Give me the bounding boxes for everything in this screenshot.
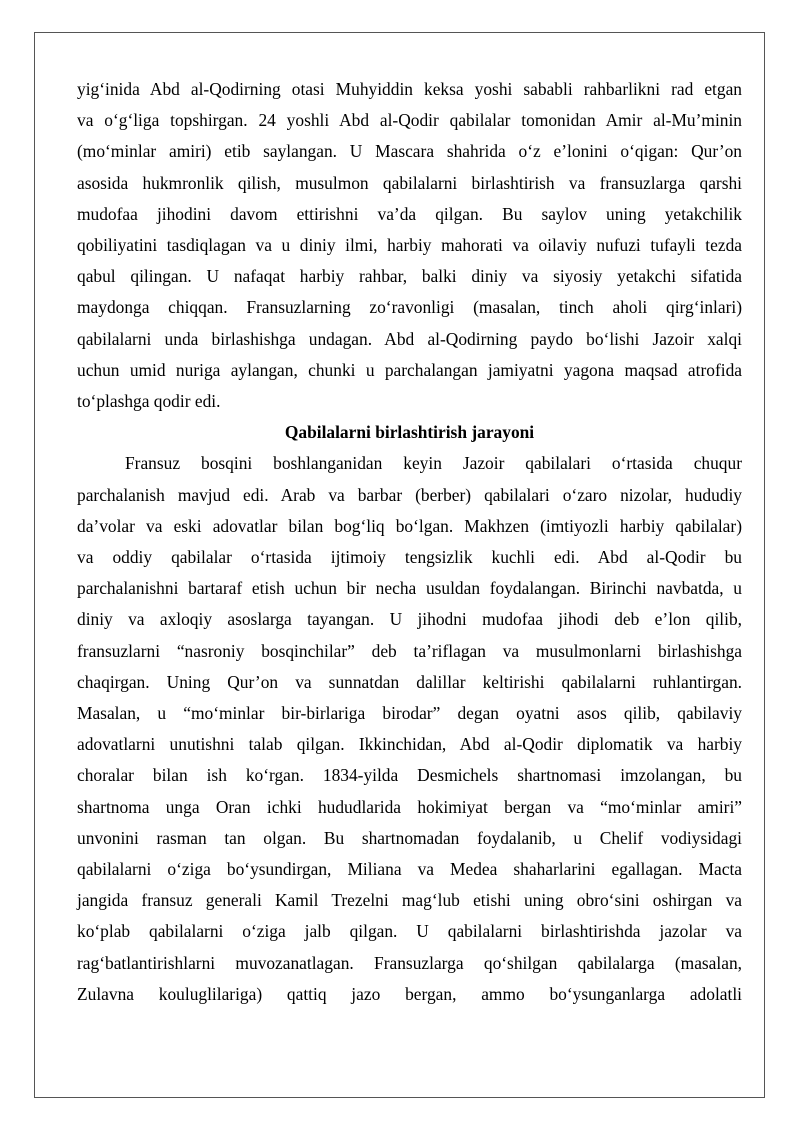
text-line: chaqirgan. Uning Qur’on va sunnatdan dalillar keltirishi qabilalarni ruhlantirgan.: [77, 671, 742, 692]
text-line: yig‘inida Abd al-Qodirning otasi Muhyiddin keksa yoshi sababli rahbarlikni rad etgan: [77, 79, 742, 99]
text-line: unvonini rasman tan olgan. Bu shartnomadan foydalanib, u Chelif vodiysidagi: [77, 827, 742, 848]
text-line: to‘plashga qodir edi.: [77, 391, 221, 412]
text-line: Fransuz bosqini boshlanganidan keyin Jazoir qabilalari o‘rtasida chuqur: [125, 453, 742, 474]
text-line: fransuzlarni “nasroniy bosqinchilar” deb ta’riflagan va musulmonlarni birlashishga: [77, 640, 742, 661]
text-line: Masalan, u “mo‘minlar bir-birlariga birodar” degan oyatni asos qilib, qabilaviy: [77, 703, 742, 724]
text-line: adovatlarni unutishni talab qilgan. Ikkinchidan, Abd al-Qodir diplomatik va harbiy: [77, 734, 742, 755]
document-body: [77, 74, 742, 1010]
section-heading: Qabilalarni birlashtirish jarayoni: [284, 422, 535, 443]
text-line: jangida fransuz generali Kamil Trezelni mag‘lub etishi uning obro‘sini oshirgan va: [77, 890, 742, 911]
text-line: rag‘batlantirishlarni muvozanatlagan. Fransuzlarga qo‘shilgan qabilalarga (masalan,: [77, 952, 742, 973]
text-line: qobiliyatini tasdiqlagan va u diniy ilmi, harbiy mahorati va oilaviy nufuzi tufayli tezda: [77, 235, 742, 256]
text-line: choralar bilan ish ko‘rgan. 1834-yilda Desmichels shartnomasi imzolangan, bu: [77, 765, 742, 786]
text-line: ko‘plab qabilalarni o‘ziga jalb qilgan. U qabilalarni birlashtirishda jazolar va: [77, 921, 742, 942]
text-line: da’volar va eski adovatlar bilan bog‘liq bo‘lgan. Makhzen (imtiyozli harbiy qabilalar): [77, 515, 742, 536]
text-line: diniy va axloqiy asoslarga tayangan. U jihodni mudofaa jihodi deb e’lon qilib,: [77, 609, 742, 630]
text-line: qabilalarni o‘ziga bo‘ysundirgan, Miliana va Medea shaharlarini egallagan. Macta: [77, 859, 742, 880]
text-line: qabul qilingan. U nafaqat harbiy rahbar, balki diniy va siyosiy yetakchi sifatida: [77, 266, 742, 287]
text-line: Zulavna kouluglilariga) qattiq jazo bergan, ammo bo‘ysunganlarga adolatli: [77, 983, 742, 1004]
paragraph-1: [77, 74, 742, 417]
text-line: maydonga chiqqan. Fransuzlarning zo‘ravonligi (masalan, tinch aholi qirg‘inlari): [77, 297, 742, 318]
text-line: (mo‘minlar amiri) etib saylangan. U Mascara shahrida o‘z e’lonini o‘qigan: Qur’on: [77, 141, 742, 162]
text-line: va o‘g‘liga topshirgan. 24 yoshli Abd al-Qodir qabilalar tomonidan Amir al-Mu’minin: [77, 110, 742, 131]
text-line: qabilalarni unda birlashishga undagan. Abd al-Qodirning paydo bo‘lishi Jazoir xalqi: [77, 328, 742, 349]
text-line: mudofaa jihodini davom ettirishni va’da qilgan. Bu saylov uning yetakchilik: [77, 203, 742, 224]
text-line: uchun umid nuriga aylangan, chunki u parchalangan jamiyatni yagona maqsad atrofida: [77, 359, 742, 380]
text-line: shartnoma unga Oran ichki hududlarida hokimiyat bergan va “mo‘minlar amiri”: [77, 796, 742, 817]
text-line: va oddiy qabilalar o‘rtasida ijtimoiy tengsizlik kuchli edi. Abd al-Qodir bu: [77, 547, 742, 568]
paragraph-2: [77, 448, 742, 1010]
text-line: asosida hukmronlik qilish, musulmon qabilalarni birlashtirish va fransuzlarga qarshi: [77, 172, 742, 193]
text-line: parchalanish mavjud edi. Arab va barbar (berber) qabilalari o‘zaro nizolar, hududiy: [77, 484, 742, 505]
text-line: parchalanishni bartaraf etish uchun bir necha usuldan foydalangan. Birinchi navbatda, u: [77, 578, 742, 599]
